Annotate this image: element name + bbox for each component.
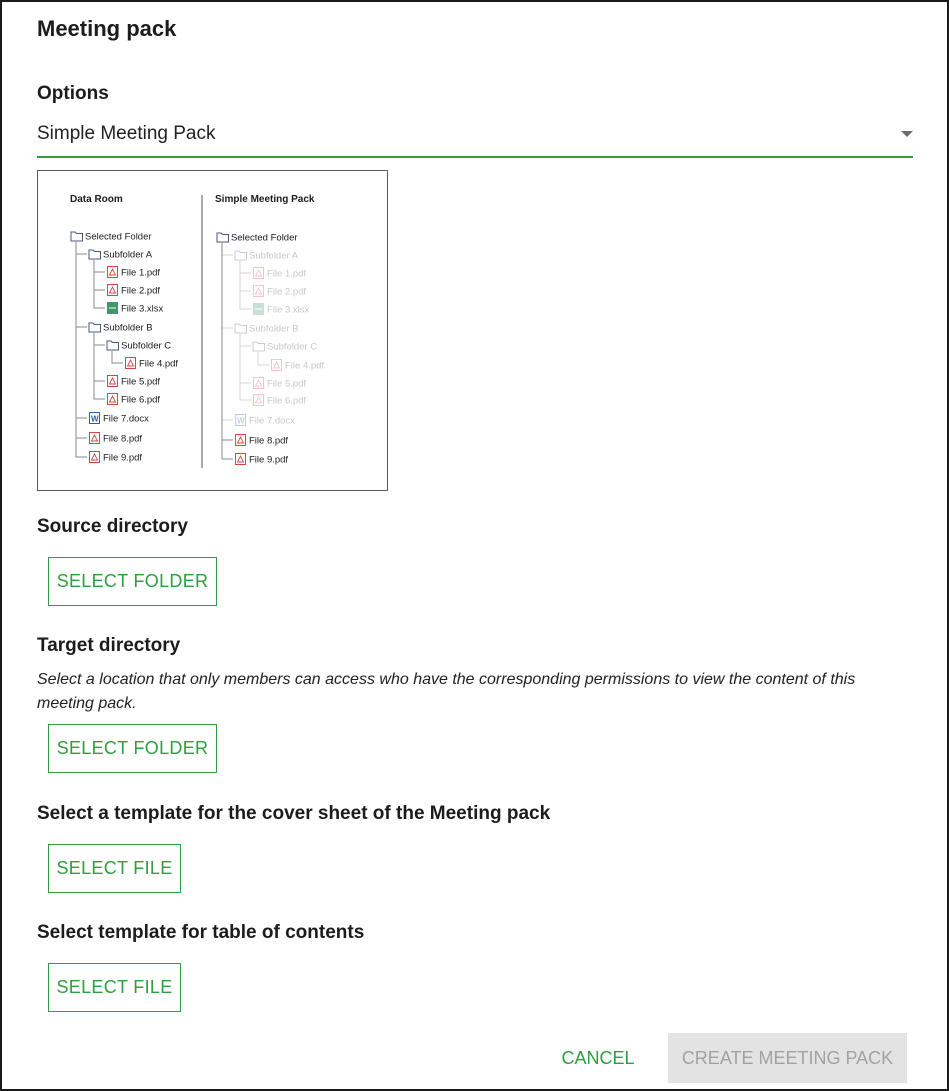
- preview-left-title: Data Room: [70, 194, 123, 205]
- toc-template-label: Select template for table of contents: [37, 922, 365, 943]
- tree-item-label: File 4.pdf: [285, 360, 325, 372]
- source-directory-label: Source directory: [37, 516, 188, 537]
- tree-item-label: Subfolder B: [103, 322, 153, 334]
- tree-item-label: Selected Folder: [231, 232, 298, 244]
- tree-connector: [94, 260, 105, 308]
- dialog-title: Meeting pack: [37, 16, 177, 41]
- tree-connector: [222, 243, 233, 440]
- tree-item-label: File 6.pdf: [121, 394, 161, 406]
- preview-left-tree: [71, 232, 178, 464]
- options-label: Options: [37, 83, 109, 104]
- tree-connector: [240, 334, 251, 383]
- tree-connector: [240, 261, 251, 273]
- tree-connector: [94, 260, 105, 272]
- cover-select-file-button[interactable]: SELECT FILE: [48, 844, 181, 893]
- tree-item-label: File 7.docx: [249, 415, 295, 427]
- tree-item-label: File 9.pdf: [249, 454, 289, 466]
- tree-connector: [76, 242, 87, 254]
- folder-icon: [107, 341, 119, 350]
- tree-connector: [222, 243, 233, 328]
- tree-connector: [94, 333, 105, 345]
- tree-item-label: File 2.pdf: [121, 285, 161, 297]
- tree-connector: [240, 261, 251, 309]
- preview-diagram: [38, 171, 387, 490]
- dropdown-arrow-icon[interactable]: [901, 131, 913, 137]
- tree-connector: [258, 352, 269, 365]
- tree-item-label: File 8.pdf: [103, 433, 143, 445]
- tree-connector: [222, 243, 233, 420]
- target-directory-label: Target directory: [37, 635, 181, 656]
- tree-item-label: File 1.pdf: [121, 267, 161, 279]
- folder-icon: [217, 233, 229, 242]
- tree-connector: [240, 261, 251, 291]
- tree-item-label: File 4.pdf: [139, 358, 179, 370]
- tree-item-label: File 3.xlsx: [267, 304, 310, 316]
- tree-connector: [76, 242, 87, 457]
- tree-item-label: File 9.pdf: [103, 452, 143, 464]
- options-selected-value: Simple Meeting Pack: [37, 123, 216, 144]
- cover-template-label: Select a template for the cover sheet of the Meeting pack: [37, 803, 551, 824]
- tree-item-label: File 6.pdf: [267, 395, 307, 407]
- folder-icon: [89, 323, 101, 332]
- tree-item-label: Subfolder C: [267, 341, 318, 353]
- cancel-button[interactable]: CANCEL: [550, 1036, 646, 1080]
- tree-connector: [222, 243, 233, 255]
- tree-item-label: File 5.pdf: [267, 378, 307, 390]
- tree-connector: [76, 242, 87, 438]
- tree-connector: [240, 334, 251, 400]
- tree-item-label: File 8.pdf: [249, 435, 289, 447]
- options-select[interactable]: [37, 118, 913, 158]
- tree-item-label: File 1.pdf: [267, 268, 307, 280]
- tree-connector: [94, 260, 105, 290]
- tree-item-label: File 3.xlsx: [121, 303, 164, 315]
- preview-right-title: Simple Meeting Pack: [215, 194, 315, 205]
- toc-select-file-button[interactable]: SELECT FILE: [48, 963, 181, 1012]
- tree-item-label: File 7.docx: [103, 413, 149, 425]
- folder-icon: [235, 251, 247, 260]
- create-meeting-pack-button[interactable]: CREATE MEETING PACK: [668, 1033, 907, 1083]
- word-glyph-icon: W: [91, 414, 99, 424]
- target-directory-hint: Select a location that only members can access who have the corresponding permissions to view the content of this meeting pack.: [37, 671, 856, 712]
- tree-connector: [76, 242, 87, 327]
- tree-connector: [76, 242, 87, 418]
- folder-icon: [71, 232, 83, 241]
- tree-item-label: File 2.pdf: [267, 286, 307, 298]
- target-select-folder-button[interactable]: SELECT FOLDER: [48, 724, 217, 773]
- source-select-folder-button[interactable]: SELECT FOLDER: [48, 557, 217, 606]
- tree-item-label: Selected Folder: [85, 231, 152, 243]
- folder-icon: [235, 324, 247, 333]
- tree-connector: [112, 351, 123, 363]
- meeting-pack-preview: [37, 170, 388, 491]
- word-glyph-icon: W: [237, 416, 245, 426]
- tree-connector: [222, 243, 233, 459]
- tree-item-label: Subfolder B: [249, 323, 299, 335]
- tree-connector: [240, 334, 251, 346]
- tree-item-label: Subfolder C: [121, 340, 172, 352]
- folder-icon: [253, 342, 265, 351]
- tree-item-label: Subfolder A: [249, 250, 299, 262]
- tree-connector: [94, 333, 105, 381]
- tree-item-label: File 5.pdf: [121, 376, 161, 388]
- preview-right-tree: [217, 233, 324, 466]
- tree-connector: [94, 333, 105, 399]
- folder-icon: [89, 250, 101, 259]
- tree-item-label: Subfolder A: [103, 249, 153, 261]
